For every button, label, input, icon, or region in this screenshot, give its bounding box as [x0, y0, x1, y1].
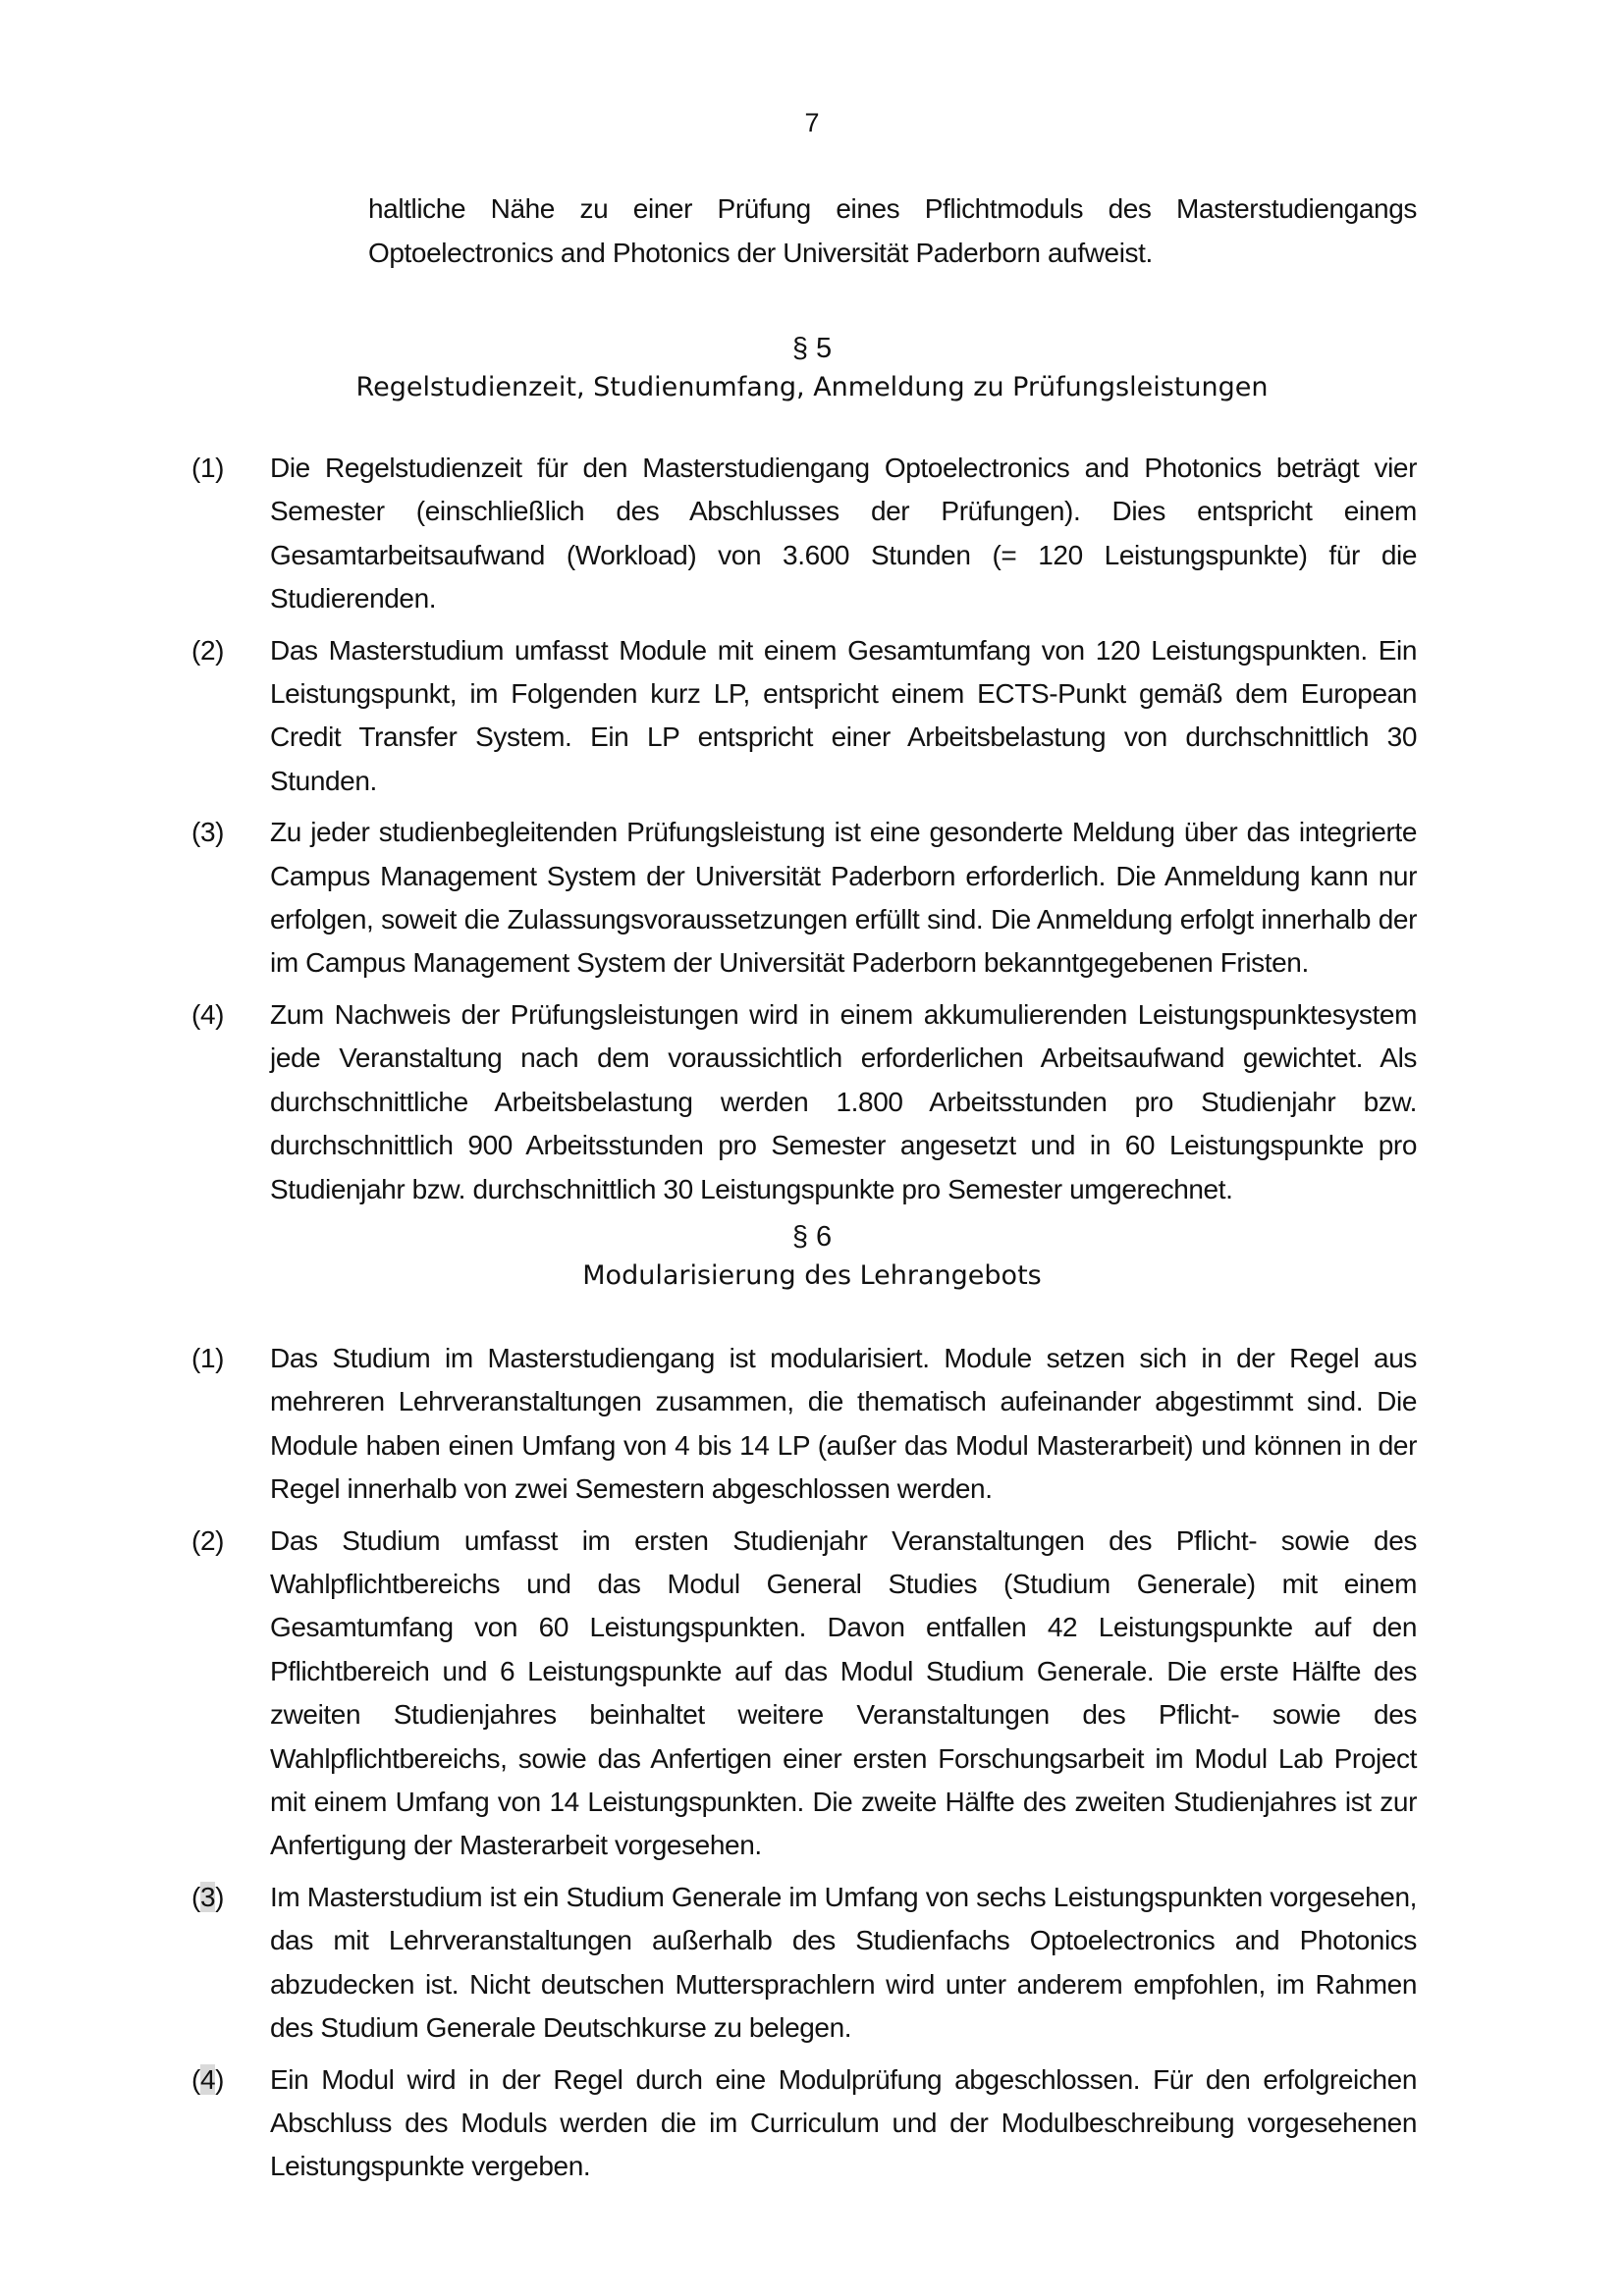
paragraph-number: (2): [191, 1524, 225, 1556]
section-symbol: § 5: [791, 333, 833, 364]
paragraph-number: (1): [191, 1343, 225, 1373]
paragraph-number-highlighted: (4): [191, 2063, 225, 2095]
page-number: 7: [804, 108, 820, 137]
paragraph-text: Die Regelstudienzeit für den Masterstudiengang Optoelectronics and Photonics beträgt vier Semester (einschließlich des Abschlusses der Prüfungen). Dies entspricht einem Gesamtarbeitsaufwand (Workload) von 3.600 Stunden (= 120 Leistungspunkte) für die Studierenden.: [270, 453, 1417, 614]
paragraph: [191, 2058, 1417, 2189]
paragraph-number: (3): [191, 817, 225, 848]
paragraph: [191, 993, 1417, 1211]
paragraph-text: Das Studium im Masterstudiengang ist modularisiert. Module setzen sich in der Regel aus mehreren Lehrveranstaltungen zusammen, die thematisch aufeinander abgestimmt sind. Die Module haben einen Umfang von 4 bis 14 LP (außer das Modul Masterarbeit) und können in der Regel innerhalb von zwei Semestern abgeschlossen werden.: [270, 1343, 1417, 1505]
section-title: Regelstudienzeit, Studienumfang, Anmeldung zu Prüfungsleistungen: [355, 372, 1269, 402]
section-6-heading: [0, 1217, 1624, 1296]
paragraph: [191, 1337, 1417, 1512]
paragraph-text: Das Masterstudium umfasst Module mit einem Gesamtumfang von 120 Leistungspunkten. Ein Leistungspunkt, im Folgenden kurz LP, entspricht einem ECTS-Punkt gemäß dem European Credit Transfer System. Ein LP entspricht einer Arbeitsbelastung von durchschnittlich 30 Stunden.: [270, 634, 1417, 796]
paragraph: [191, 447, 1417, 621]
paragraph-number: (2): [191, 634, 225, 666]
paragraph-text: Im Masterstudium ist ein Studium Generale im Umfang von sechs Leistungspunkten vorgesehen, das mit Lehrveranstaltungen außerhalb des Studienfachs Optoelectronics and Photonics abzudecken ist. Nicht deutschen Muttersprachlern wird unter anderem empfohlen, im Rahmen des Studium Generale Deutschkurse zu belegen.: [270, 1881, 1417, 2044]
paragraph: [191, 1876, 1417, 2051]
section-6-paragraphs: [191, 1337, 1417, 2197]
paragraph-text: Ein Modul wird in der Regel durch eine Modulprüfung abgeschlossen. Für den erfolgreichen Abschluss des Moduls werden die im Curriculum und der Modulbeschreibung vorgesehenen Leistungspunkte vergeben.: [270, 2063, 1417, 2182]
section-5-heading: [0, 329, 1624, 407]
section-title: Modularisierung des Lehrangebots: [582, 1260, 1042, 1291]
paragraph-text: Zum Nachweis der Prüfungsleistungen wird in einem akkumulierenden Leistungspunktesystem jede Veranstaltung nach dem voraussichtlich erforderlichen Arbeitsaufwand gewichtet. Als durchschnittliche Arbeitsbelastung werden 1.800 Arbeitsstunden pro Studienjahr bzw. durchschnittlich 900 Arbeitsstunden pro Semester angesetzt und in 60 Leistungspunkte pro Studienjahr bzw. durchschnittlich 30 Leistungspunkte pro Semester umgerechnet.: [270, 998, 1417, 1204]
paragraph-text: Zu jeder studienbegleitenden Prüfungsleistung ist eine gesonderte Meldung über das integrierte Campus Management System der Universität Paderborn erforderlich. Die Anmeldung kann nur erfolgen, soweit die Zulassungsvoraussetzungen erfüllt sind. Die Anmeldung erfolgt innerhalb der im Campus Management System der Universität Paderborn bekanntgegebenen Fristen.: [270, 817, 1417, 979]
paragraph-number-highlighted: (3): [191, 1881, 225, 1912]
paragraph: [191, 629, 1417, 804]
carryover-paragraph: haltliche Nähe zu einer Prüfung eines Pflichtmoduls des Masterstudiengangs Optoelectronics and Photonics der Universität Paderborn aufweist.: [368, 193, 1417, 268]
paragraph-number: (4): [191, 998, 225, 1030]
section-symbol: § 6: [791, 1221, 833, 1253]
paragraph-number: (1): [191, 453, 225, 483]
section-5-paragraphs: [191, 447, 1417, 1219]
paragraph-text: Das Studium umfasst im ersten Studienjahr Veranstaltungen des Pflicht- sowie des Wahlpflichtbereichs und das Modul General Studies (Studium Generale) mit einem Gesamtumfang von 60 Leistungspunkten. Davon entfallen 42 Leistungspunkte auf den Pflichtbereich und 6 Leistungspunkte auf das Modul Studium Generale. Die erste Hälfte des zweiten Studienjahres beinhaltet weitere Veranstaltungen des Pflicht- sowie des Wahlpflichtbereichs, sowie das Anfertigen einer ersten Forschungsarbeit im Modul Lab Project mit einem Umfang von 14 Leistungspunkten. Die zweite Hälfte des zweiten Studienjahres ist zur Anfertigung der Masterarbeit vorgesehen.: [270, 1524, 1417, 1861]
paragraph: [191, 1520, 1417, 1868]
paragraph: [191, 811, 1417, 986]
